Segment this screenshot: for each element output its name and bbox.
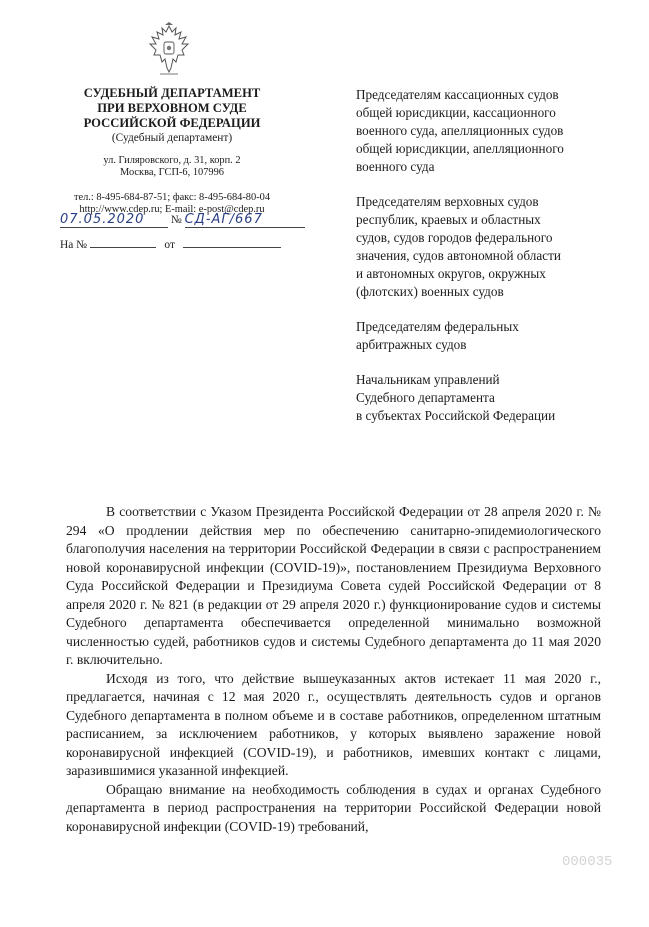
body-paragraph: Обращаю внимание на необходимость соблюдения в судах и органах Судебного департамента в период распространения на территории Российской Федерации новой коронавирусной инфекции (COVID-19) требований,	[66, 781, 601, 834]
page-number-stamp: 000035	[562, 854, 613, 870]
incoming-ref-line	[60, 237, 281, 251]
addressee-line: в субъектах Российской Федерации	[356, 408, 556, 423]
sender-org-line: РОССИЙСКОЙ ФЕДЕРАЦИИ	[83, 116, 261, 130]
body-paragraph: Исходя из того, что действие вышеуказанных актов истекает 11 мая 2020 г., предлагается, начиная с 12 мая 2020 г., осуществлять деятельность судов и органов Судебного департамента в полном объеме и в составе работников, определенном штатным расписанием, за исключением работников, у которых выявлено заражение новой коронавирусной инфекцией (COVID-19), и работников, имевших контакт с лицами, заразившимися указанной инфекцией.	[66, 670, 601, 778]
sender-address	[56, 155, 288, 180]
body-paragraph: В соответствии с Указом Президента Российской Федерации от 28 апреля 2020 г. № 294 «О продлении действия мер по обеспечению санитарно-эпидемиологического благополучия населения на территории Российской Федерации в связи с распространением новой коронавирусной инфекции (COVID-19)», постановлением Президиума Верховного Суда Российской Федерации и Президиума Совета судей Российской Федерации от 8 апреля 2020 г. № 821 (в редакции от 29 апреля 2020 г.) функционирование судов и системы Судебного департамента обеспечивается определенной минимально возможной численностью судей, работников судов и системы Судебного департамента до 11 мая 2020 г. включительно.	[66, 504, 601, 667]
address-line: ул. Гиляровского, д. 31, корп. 2	[103, 155, 241, 166]
sender-short-name: (Судебный департамент)	[111, 132, 233, 144]
addressee-line: Председателям федеральных	[356, 319, 519, 334]
address-line: Москва, ГСП-6, 107996	[120, 167, 224, 179]
addressee-line: Председателям кассационных судов	[356, 87, 559, 102]
addressee-line: военного суда, апелляционных судов	[356, 123, 564, 138]
addressees	[356, 86, 626, 442]
addressee-line: и автономных округов, окружных	[356, 266, 546, 281]
addressee-line: военного суда	[356, 159, 435, 174]
incoming-label: На №	[60, 239, 87, 251]
addressee-line: общей юрисдикции, кассационного	[356, 105, 556, 120]
sender-block	[56, 86, 288, 217]
incoming-number-blank	[90, 237, 156, 248]
addressee-line: республик, краевых и областных	[356, 212, 541, 227]
outgoing-ref-line	[60, 212, 305, 228]
number-label: №	[170, 214, 182, 226]
contact-line: тел.: 8-495-684-87-51; факс: 8-495-684-80-04	[73, 191, 271, 203]
outgoing-date: 07.05.2020	[60, 212, 168, 228]
addressee-line: судов, судов городов федерального	[356, 230, 553, 245]
sender-org-line: ПРИ ВЕРХОВНОМ СУДЕ	[97, 101, 247, 115]
outgoing-number: СД-АГ/667	[185, 212, 305, 228]
addressee-line: арбитражных судов	[356, 337, 467, 352]
addressee-line: (флотских) военных судов	[356, 284, 504, 299]
incoming-date-blank	[183, 237, 281, 248]
sender-org-line: СУДЕБНЫЙ ДЕПАРТАМЕНТ	[83, 86, 261, 100]
addressee-line: значения, судов автономной области	[356, 248, 561, 263]
contact-line: http://www.cdep.ru; E-mail: e-post@cdep.ru	[79, 204, 265, 216]
addressee-block	[356, 86, 626, 176]
coat-of-arms-emblem	[146, 22, 192, 78]
addressee-line: Начальникам управлений	[356, 372, 500, 387]
letter-body	[66, 503, 601, 836]
addressee-line: Председателям верховных судов	[356, 194, 539, 209]
from-label: от	[164, 239, 175, 251]
addressee-line: общей юрисдикции, апелляционного	[356, 141, 564, 156]
addressee-block	[356, 371, 626, 425]
addressee-line: Судебного департамента	[356, 390, 495, 405]
addressee-block	[356, 193, 626, 301]
addressee-block	[356, 318, 626, 354]
